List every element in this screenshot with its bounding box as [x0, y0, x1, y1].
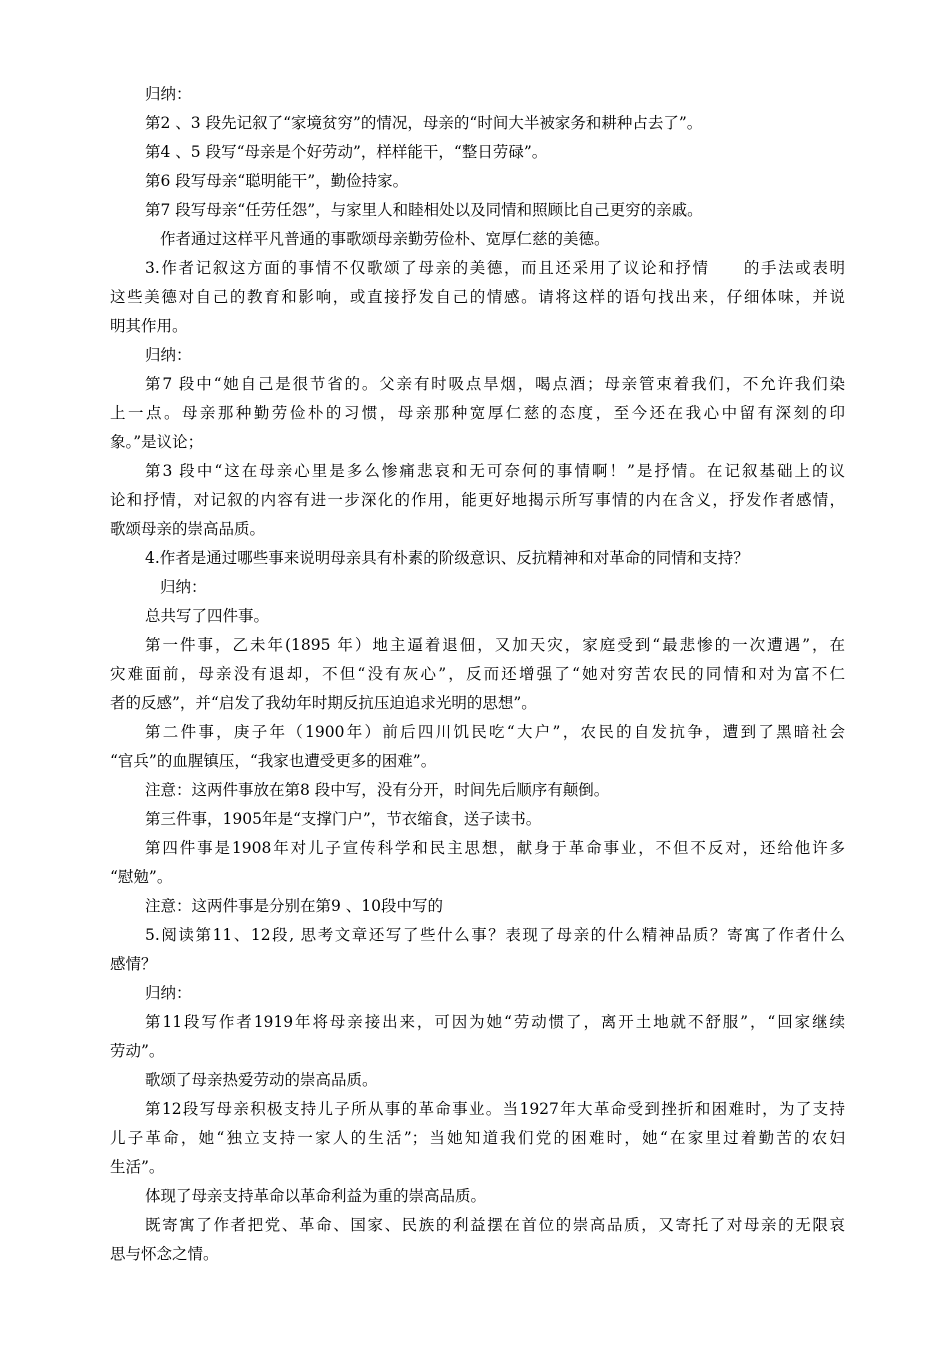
paragraph-line: 歌颂了母亲热爱劳动的崇高品质。 — [145, 1071, 378, 1089]
question-5-line: 5.阅读第11、12段, 思考文章还写了些什么事？表现了母亲的什么精神品质？寄寓了作者什么 — [145, 926, 845, 944]
paragraph-line: 第三件事，1905年是“支撑门户”，节衣缩食，送子读书。 — [145, 810, 542, 828]
summary-label: 归纳： — [160, 578, 207, 596]
paragraph-line: 第4 、5 段写“母亲是个好劳动”，样样能干，“整日劳碌”。 — [145, 143, 548, 161]
paragraph-line: 者的反感”，并“启发了我幼年时期反抗压迫追求光明的思想”。 — [110, 694, 537, 712]
question-5-line: 感情？ — [110, 955, 157, 973]
paragraph-line: 劳动”。 — [110, 1042, 165, 1060]
paragraph-line: 第2 、3 段先记叙了“家境贫穷”的情况，母亲的“时间大半被家务和耕种占去了”。 — [145, 114, 703, 132]
paragraph-line: 第二件事，庚子年（1900年）前后四川饥民吃“大户”，农民的自发抗争，遭到了黑暗社会 — [145, 723, 845, 741]
paragraph-line: “官兵”的血腥镇压，“我家也遭受更多的困难”。 — [110, 752, 437, 770]
paragraph-line: 第11段写作者1919年将母亲接出来，可因为她“劳动惯了，离开土地就不舒服”，“回家继续 — [145, 1013, 845, 1031]
paragraph-line: 体现了母亲支持革命以革命利益为重的崇高品质。 — [145, 1187, 487, 1205]
paragraph-line: 生活”。 — [110, 1158, 165, 1176]
question-3-line: 这些美德对自己的教育和影响，或直接抒发自己的情感。请将这样的语句找出来，仔细体味，并说 — [110, 288, 845, 306]
summary-label: 归纳： — [145, 346, 192, 364]
paragraph-line: 灾难面前，母亲没有退却，不但“没有灰心”，反而还增强了“她对穷苦农民的同情和对为富不仁 — [110, 665, 845, 683]
note-line: 注意：这两件事是分别在第9 、10段中写的 — [145, 897, 444, 915]
paragraph-line: 总共写了四件事。 — [145, 607, 270, 625]
question-4-line: 4.作者是通过哪些事来说明母亲具有朴素的阶级意识、反抗精神和对革命的同情和支持？ — [145, 549, 749, 567]
paragraph-line: 歌颂母亲的崇高品质。 — [110, 520, 266, 538]
summary-label: 归纳： — [145, 984, 192, 1002]
paragraph-line: 思与怀念之情。 — [110, 1245, 219, 1263]
paragraph-line: 第7 段写母亲“任劳任怨”，与家里人和睦相处以及同情和照顾比自己更穷的亲戚。 — [145, 201, 703, 219]
paragraph-line: 第四件事是1908年对儿子宣传科学和民主思想，献身于革命事业，不但不反对，还给他许多 — [145, 839, 845, 857]
paragraph-line: 第3 段中“这在母亲心里是多么惨痛悲哀和无可奈何的事情啊！”是抒情。在记叙基础上的议 — [145, 462, 845, 480]
question-3-line: 3.作者记叙这方面的事情不仅歌颂了母亲的美德，而且还采用了议论和抒情 的手法或表明 — [145, 259, 845, 277]
paragraph-line: 上一点。母亲那种勤劳俭朴的习惯，母亲那种宽厚仁慈的态度，至今还在我心中留有深刻的印 — [110, 404, 845, 422]
paragraph-line: 儿子革命，她“独立支持一家人的生活”；当她知道我们党的困难时，她“在家里过着勤苦的农妇 — [110, 1129, 845, 1147]
paragraph-line: 象。”是议论； — [110, 433, 204, 451]
summary-label: 归纳： — [145, 85, 192, 103]
paragraph-line: 第6 段写母亲“聪明能干”，勤俭持家。 — [145, 172, 409, 190]
question-3-line: 明其作用。 — [110, 317, 188, 335]
paragraph-line: 既寄寓了作者把党、革命、国家、民族的利益摆在首位的崇高品质，又寄托了对母亲的无限哀 — [145, 1216, 845, 1234]
paragraph-line: “慰勉”。 — [110, 868, 173, 886]
paragraph-line: 第一件事，乙未年(1895 年）地主逼着退佃，又加天灾，家庭受到“最悲惨的一次遭遇”，在 — [145, 636, 845, 654]
paragraph-line: 第12段写母亲积极支持儿子所从事的革命事业。当1927年大革命受到挫折和困难时，为了支持 — [145, 1100, 845, 1118]
note-line: 注意：这两件事放在第8 段中写，没有分开，时间先后顺序有颠倒。 — [145, 781, 610, 799]
paragraph-line: 作者通过这样平凡普通的事歌颂母亲勤劳俭朴、宽厚仁慈的美德。 — [160, 230, 610, 248]
paragraph-line: 论和抒情，对记叙的内容有进一步深化的作用，能更好地揭示所写事情的内在含义，抒发作者感情， — [110, 491, 845, 509]
paragraph-line: 第7 段中“她自己是很节省的。父亲有时吸点旱烟，喝点酒；母亲管束着我们，不允许我们染 — [145, 375, 845, 393]
